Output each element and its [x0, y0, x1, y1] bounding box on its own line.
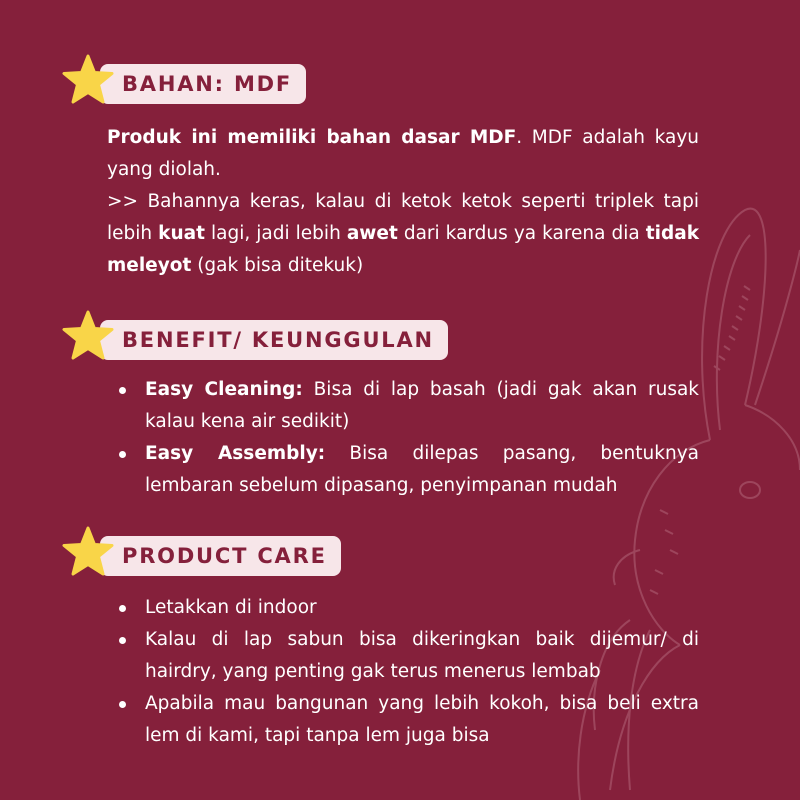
- bahan-paragraph-2: [107, 186, 699, 282]
- bahan-bold-intro: Produk ini memiliki bahan dasar MDF: [107, 127, 517, 148]
- section-title-bahan: BAHAN: MDF: [100, 64, 306, 104]
- care-list: [107, 592, 699, 752]
- section-header-bahan: [60, 64, 320, 106]
- benefit-item-text: Bisa di lap basah (jadi gak akan rusak kalau kena air sedikit): [145, 379, 700, 432]
- section-title-benefit: BENEFIT/ KEUNGGULAN: [100, 320, 448, 360]
- bahan-p2-d: (gak bisa ditekuk): [191, 255, 364, 276]
- bahan-p1-rest: . MDF adalah kayu yang diolah.: [107, 127, 699, 180]
- benefit-item-text: Bisa dilepas pasang, bentuknya lembaran sebelum dipasang, penyimpanan mudah: [145, 443, 699, 496]
- list-item: Kalau di lap sabun bisa dikeringkan baik dijemur/ di hairdry, yang penting gak terus menerus lembab: [107, 624, 699, 688]
- star-icon: [60, 308, 116, 364]
- list-item: Letakkan di indoor: [107, 592, 699, 624]
- bahan-awet: awet: [346, 223, 398, 244]
- benefit-item-label: Easy Cleaning:: [145, 379, 303, 400]
- benefit-item-label: Easy Assembly:: [145, 443, 326, 464]
- bahan-p2-c: dari kardus ya karena dia: [397, 223, 646, 244]
- star-icon: [60, 524, 116, 580]
- bahan-description: [107, 122, 699, 282]
- list-item: [107, 438, 699, 502]
- list-item: [107, 374, 699, 438]
- section-title-care: PRODUCT CARE: [100, 536, 341, 576]
- bahan-kuat: kuat: [158, 223, 205, 244]
- star-icon: [60, 52, 116, 108]
- benefit-list: [107, 374, 699, 502]
- bahan-p2-b: lagi, jadi lebih: [204, 223, 347, 244]
- bahan-tidak-meleyot: tidak meleyot: [107, 223, 699, 276]
- section-header-benefit: [60, 320, 480, 362]
- bahan-p2-a: >> Bahannya keras, kalau di ketok ketok seperti triplek tapi lebih: [107, 191, 699, 244]
- section-header-care: [60, 536, 360, 578]
- bahan-paragraph-1: [107, 122, 699, 186]
- list-item: Apabila mau bangunan yang lebih kokoh, bisa beli extra lem di kami, tapi tanpa lem juga bisa: [107, 688, 699, 752]
